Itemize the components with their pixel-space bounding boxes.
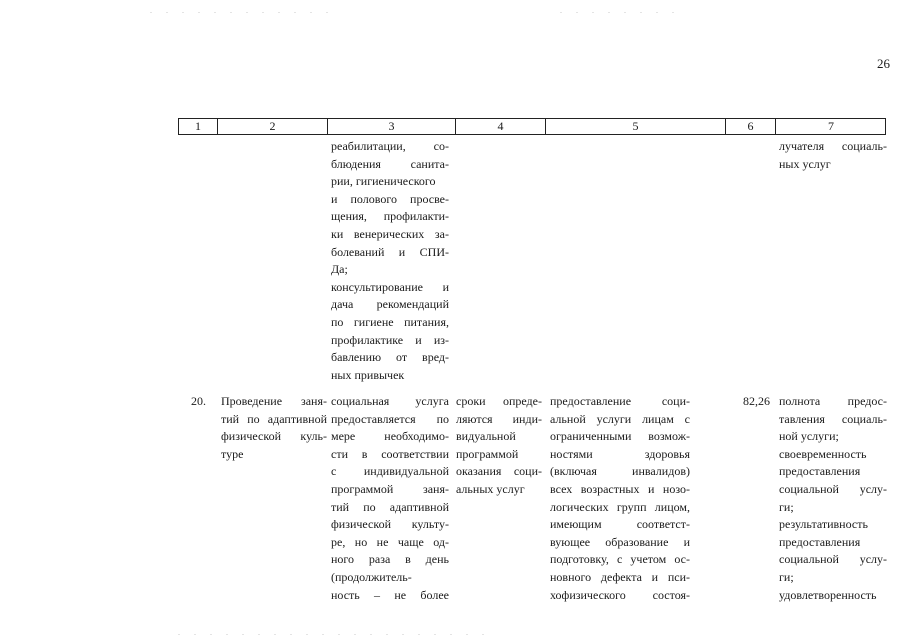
text-line: туре (221, 446, 244, 461)
service-description (331, 393, 449, 604)
table-header-row (178, 118, 886, 135)
text-line: ность – не более (331, 587, 449, 602)
text-line: тавления социаль- (779, 411, 887, 426)
text-line: ного раза в день (331, 552, 449, 567)
text-line: своевременность (779, 446, 867, 461)
text-line: ре, но не чаще од- (331, 534, 449, 549)
text-line: предоставление соци- (550, 394, 690, 408)
text-line: с индивидуальной (331, 464, 449, 479)
header-cell-2: 2 (217, 119, 327, 134)
text-line: социальная услуга (331, 394, 449, 408)
text-line: ных услуг (779, 156, 831, 171)
text-line: тий по адаптивной (331, 499, 449, 514)
text-line: (включая инвалидов) (550, 464, 690, 479)
text-line: сроки опреде- (456, 394, 542, 408)
service-rate: 82,26 (743, 394, 770, 408)
continuation-quality (779, 138, 887, 173)
text-line: лучателя социаль- (779, 139, 887, 153)
text-line: рии, гигиенического (331, 174, 436, 189)
text-line: ных привычек (331, 367, 405, 382)
text-line: предоставления (779, 534, 861, 549)
text-line: ностями здоровья (550, 446, 690, 461)
service-name (221, 393, 327, 463)
text-line: реабилитации, со- (331, 139, 449, 153)
text-line: хофизического состоя- (550, 587, 690, 602)
text-line: ограниченными возмож- (550, 429, 690, 444)
text-line: социальной услу- (779, 481, 887, 496)
text-line: тий по адаптивной (221, 411, 327, 426)
text-line: логических групп лицом, (550, 499, 690, 514)
text-line: щения, профилакти- (331, 209, 449, 224)
header-cell-7: 7 (775, 119, 886, 134)
text-line: Да; (331, 262, 348, 277)
header-cell-1: 1 (195, 119, 201, 133)
text-line: ги; (779, 569, 794, 584)
text-line: результативность (779, 517, 868, 532)
scan-noise-top: . . . . . . . . . . . . (150, 6, 334, 15)
row-number: 20. (191, 394, 206, 408)
page-number: 26 (877, 56, 890, 71)
text-line: консультирование и (331, 279, 449, 294)
text-line: подготовку, с учетом ос- (550, 552, 690, 567)
text-line: новного дефекта и пси- (550, 569, 690, 584)
text-line: сти в соответствии (331, 446, 449, 461)
text-line: и полового просве- (331, 191, 449, 206)
text-line: оказания соци- (456, 464, 542, 479)
text-line: программой заня- (331, 481, 449, 496)
service-terms (456, 393, 542, 499)
text-line: вующее образование и (550, 534, 690, 549)
text-line: (продолжитель- (331, 569, 412, 584)
continuation-description (331, 138, 449, 384)
header-cell-3: 3 (327, 119, 455, 134)
text-line: ляются инди- (456, 411, 542, 426)
text-line: альной услуги лицам с (550, 411, 690, 426)
scan-noise-bottom: . . . . . . . . . . . . . . . . . . . . (178, 628, 490, 637)
text-line: ки венерических за- (331, 226, 449, 241)
text-line: по гигиене питания, (331, 314, 449, 329)
text-line: физической куль- (221, 429, 327, 444)
quality-indicators (779, 393, 887, 604)
text-line: мере необходимо- (331, 429, 449, 444)
text-line: имеющим соответст- (550, 517, 690, 532)
header-cell-4: 4 (455, 119, 545, 134)
text-line: предоставляется по (331, 411, 449, 426)
text-line: блюдения санита- (331, 156, 449, 171)
header-cell-5: 5 (545, 119, 725, 134)
text-line: ной услуги; (779, 429, 839, 444)
text-line: дача рекомендаций (331, 297, 449, 312)
text-line: полнота предос- (779, 394, 887, 408)
service-conditions (550, 393, 690, 604)
text-line: социальной услу- (779, 552, 887, 567)
header-cell-6: 6 (725, 119, 775, 134)
text-line: болеваний и СПИ- (331, 244, 449, 259)
text-line: удовлетворенность (779, 587, 877, 602)
text-line: физической культу- (331, 517, 449, 532)
text-line: профилактике и из- (331, 332, 449, 347)
text-line: программой (456, 446, 519, 461)
scan-noise-top-right: . . . . . . . . (560, 6, 680, 15)
text-line: всех возрастных и нозо- (550, 481, 690, 496)
text-line: предоставления (779, 464, 861, 479)
text-line: Проведение заня- (221, 394, 327, 408)
text-line: альных услуг (456, 481, 525, 496)
text-line: ги; (779, 499, 794, 514)
text-line: бавлению от вред- (331, 350, 449, 365)
text-line: видуальной (456, 429, 516, 444)
